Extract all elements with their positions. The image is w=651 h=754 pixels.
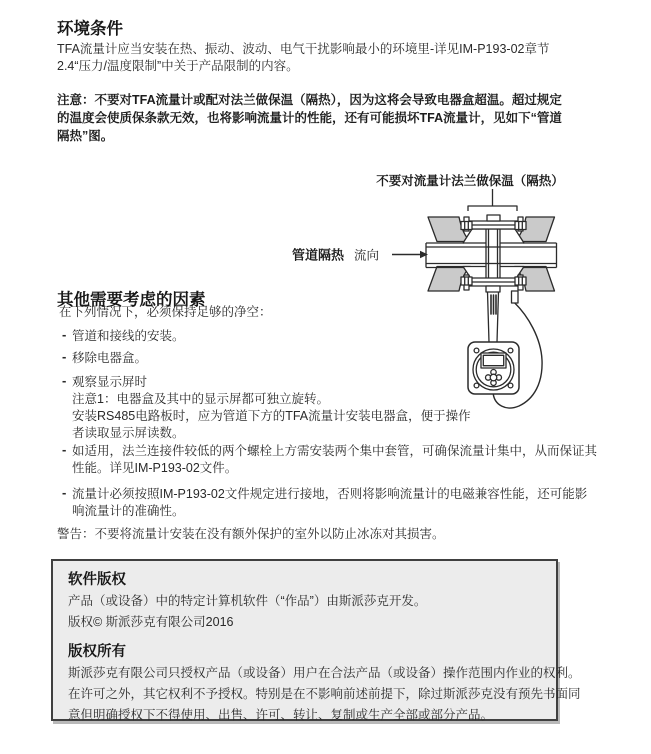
- software-copyright-title: 软件版权: [68, 572, 126, 588]
- bullet-line: 注意1：电器盒及其中的显示屏都可独立旋转。: [72, 392, 329, 406]
- bullet-line: 性能。详见IM-P193-02文件。: [72, 461, 238, 475]
- pipe-insulation-label: 管道隔热: [292, 247, 345, 263]
- copyright-line: 在许可之外，其它权利不予授权。特别是在不影响前述前提下，除过斯派莎克没有预先书面同: [68, 687, 581, 701]
- warning-line: 警告：不要将流量计安装在没有额外保护的室外以防止冰冻对其损害。: [57, 527, 445, 541]
- cable-gland: [512, 291, 519, 303]
- section-title-environment: 环境条件: [57, 20, 123, 38]
- env-paragraph-line2: 2.4“压力/温度限制”中关于产品限制的内容。: [57, 59, 299, 73]
- env-paragraph-line1: TFA流量计应当安装在热、振动、波动、电气干扰影响最小的环境里: [57, 42, 430, 56]
- diagram-top-label: 不要对流量计法兰做保温（隔热）: [376, 174, 564, 188]
- copyright-line: 意但明确授权下不得使用、出售、许可、转让、复制或生产全部或部分产品。: [68, 708, 494, 722]
- bullet-marker: -: [62, 349, 67, 364]
- note-line: 的温度会使质保条款无效，也将影响流量计的性能，还有可能损坏TFA流量计，见如下“管道: [57, 111, 562, 125]
- copyright-line: 产品（或设备）中的特定计算机软件（“作品”）由斯派莎克开发。: [68, 594, 427, 608]
- all-rights-reserved-title: 版权所有: [68, 644, 126, 660]
- bullet-line: 观察显示屏时: [72, 375, 148, 389]
- bullet-marker: -: [62, 327, 67, 342]
- meter-wafer-body: [486, 229, 500, 280]
- bullet-line: 者读取显示屏读数。: [72, 426, 185, 440]
- section-title-other-factors: 其他需要考虑的因素: [57, 291, 206, 309]
- electronics-box: [468, 342, 519, 394]
- copyright-line: 斯派莎克有限公司只授权产品（或设备）用户在合法产品（或设备）操作范围内作业的权利。: [68, 666, 581, 680]
- bullet-line: 移除电器盒。: [72, 351, 148, 365]
- factors-intro: 在下列情况下，必须保持足够的净空：: [59, 305, 272, 319]
- flange-callout-bracket: [468, 189, 517, 211]
- flow-arrow: [392, 251, 428, 258]
- env-paragraph-line1-ref: -详见IM-P193-02章节: [430, 42, 550, 56]
- bullet-line: 如适用，法兰连接件较低的两个螺栓上方需安装两个集中套管，可确保流量计集中，从而保证其: [72, 444, 598, 458]
- meter-stem: [488, 292, 499, 342]
- bullet-line: 管道和接线的安装。: [72, 329, 185, 343]
- bullet-marker: -: [62, 373, 67, 388]
- flow-direction-label: 流向: [354, 248, 380, 263]
- bullet-marker: -: [62, 442, 67, 457]
- copyright-line: 版权© 斯派莎克有限公司2016: [68, 615, 234, 629]
- bullet-line: 流量计必须按照IM-P193-02文件规定进行接地，否则将影响流量计的电磁兼容性能，还可能影: [72, 487, 588, 501]
- bullet-line: 响流量计的准确性。: [72, 504, 185, 518]
- copyright-box: [51, 559, 581, 722]
- note-line: 隔热”图。: [57, 129, 114, 143]
- note-line: 注意：不要对TFA流量计或配对法兰做保温（隔热），因为这将会导致电器盒超温。超过规定: [57, 93, 562, 107]
- bullet-line: 安装RS485电路板时，应为管道下方的TFA流量计安装电器盒，便于操作: [72, 409, 471, 423]
- flow-meter-diagram: [285, 168, 620, 430]
- bullet-marker: -: [62, 485, 67, 500]
